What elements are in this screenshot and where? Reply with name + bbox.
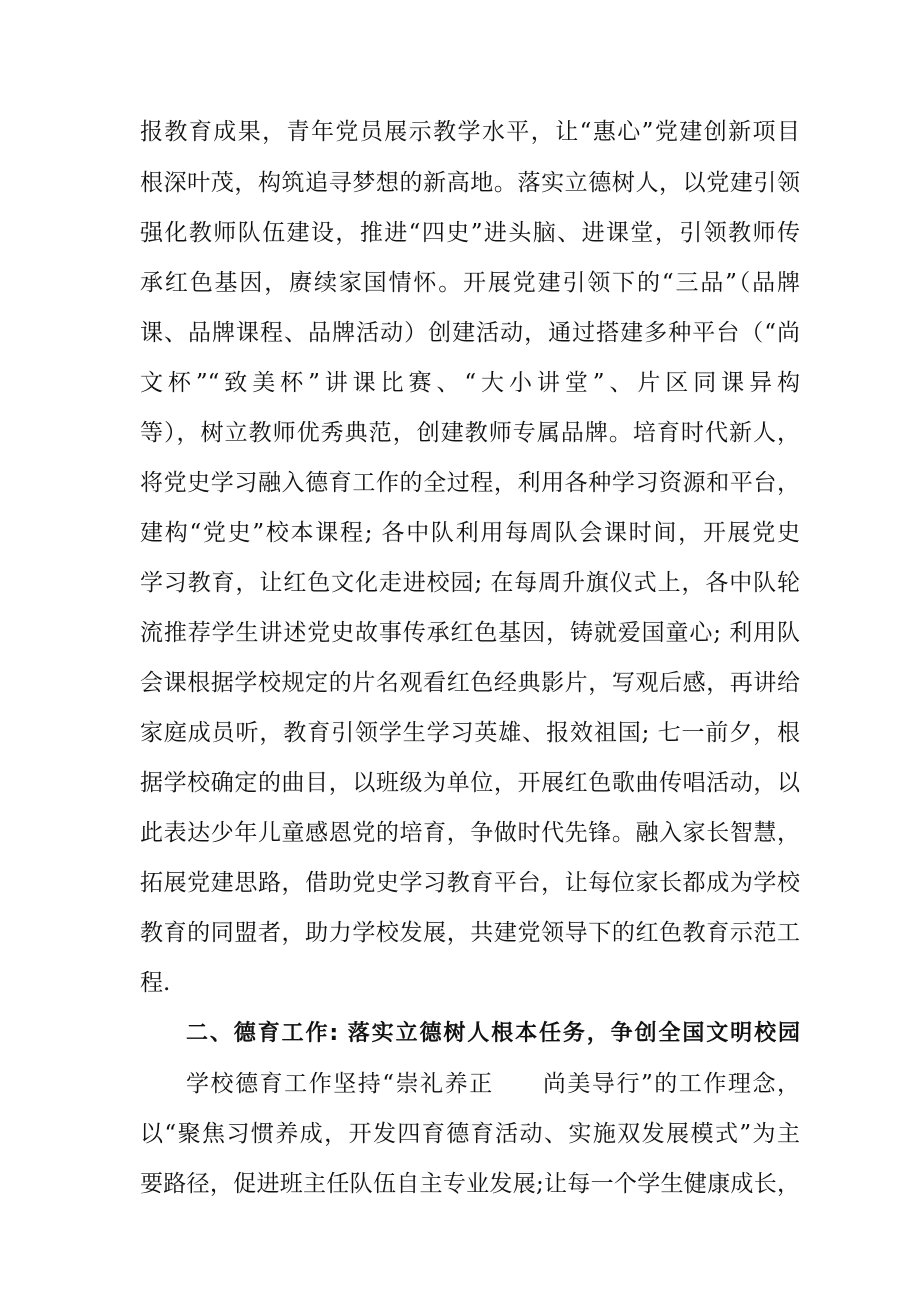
text-line: 承红色基因，赓续家国情怀。开展党建引领下的“三品”（品牌 <box>140 270 800 296</box>
section-heading: 二、德育工作: 落实立德树人根本任务，争创全国文明校园 <box>186 1021 800 1046</box>
text-line: 建构“党史”校本课程; 各中队利用每周队会课时间，开展党史 <box>140 520 800 546</box>
text-line: 以“聚焦习惯养成，开发四育德育活动、实施双发展模式”为主 <box>140 1121 800 1147</box>
text-line: 会课根据学校规定的片名观看红色经典影片，写观后感，再讲给 <box>140 670 800 696</box>
text-line: 拓展党建思路，借助党史学习教育平台，让每位家长都成为学校 <box>140 870 800 896</box>
text-line: 学校德育工作坚持“崇礼养正 尚美导行”的工作理念， <box>186 1071 800 1097</box>
text-line: 课、品牌课程、品牌活动）创建活动，通过搭建多种平台（“尚 <box>140 320 800 346</box>
text-line: 要路径，促进班主任队伍自主专业发展;让每一个学生健康成长， <box>140 1171 800 1197</box>
text-line: 强化教师队伍建设，推进“四史”进头脑、进课堂，引领教师传 <box>140 220 800 246</box>
text-line: 学习教育，让红色文化走进校园; 在每周升旗仪式上，各中队轮 <box>140 570 800 596</box>
text-line: 教育的同盟者，助力学校发展，共建党领导下的红色教育示范工 <box>140 920 800 946</box>
text-line: 程. <box>140 970 171 996</box>
text-line: 根深叶茂，构筑追寻梦想的新高地。落实立德树人，以党建引领 <box>140 170 800 196</box>
text-line: 流推荐学生讲述党史故事传承红色基因，铸就爱国童心; 利用队 <box>140 620 800 646</box>
text-line: 文杯”“致美杯”讲课比赛、“大小讲堂”、片区同课异构 <box>140 370 800 396</box>
text-line: 此表达少年儿童感恩党的培育，争做时代先锋。融入家长智慧， <box>140 820 800 846</box>
text-line: 报教育成果，青年党员展示教学水平，让“惠心”党建创新项目 <box>140 119 800 145</box>
text-line: 家庭成员听，教育引领学生学习英雄、报效祖国; 七一前夕，根 <box>140 720 800 746</box>
text-line: 将党史学习融入德育工作的全过程，利用各种学习资源和平台， <box>140 470 800 496</box>
text-line: 等），树立教师优秀典范，创建教师专属品牌。培育时代新人， <box>140 420 800 446</box>
text-line: 据学校确定的曲目，以班级为单位，开展红色歌曲传唱活动，以 <box>140 770 800 796</box>
